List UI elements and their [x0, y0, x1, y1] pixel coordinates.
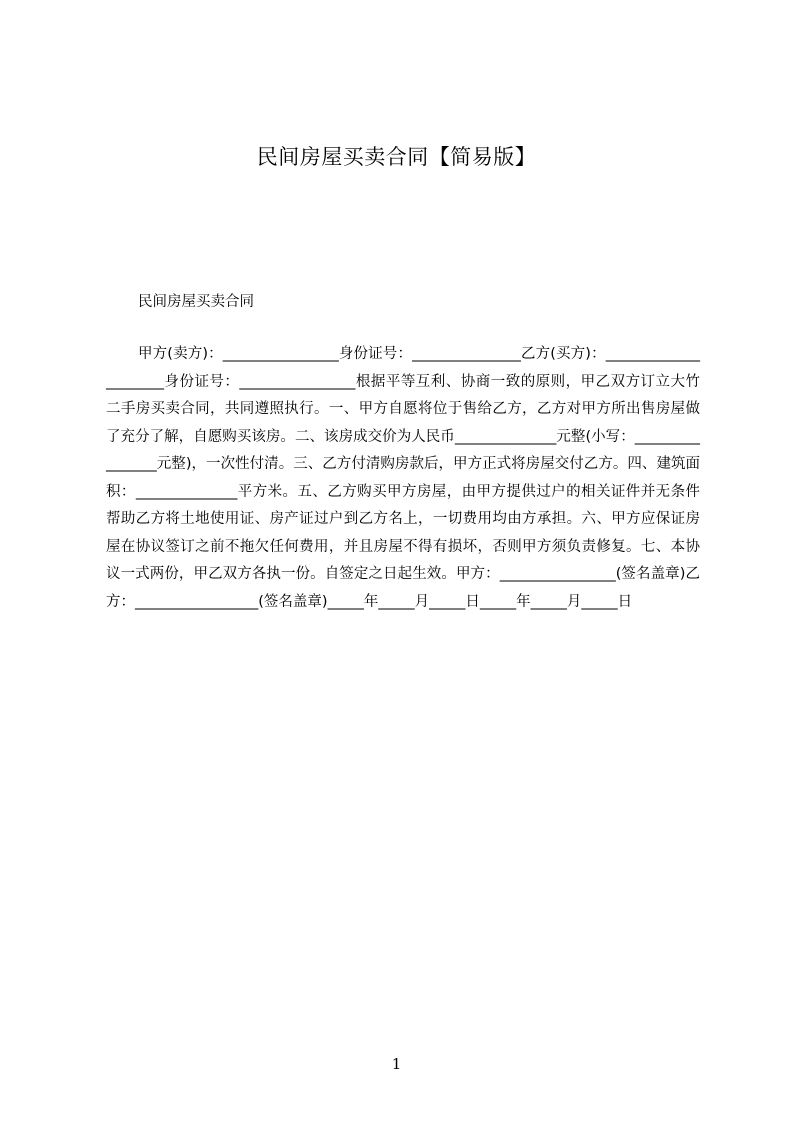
page-number: 1	[391, 1055, 402, 1073]
contract-subtitle: 民间房屋买卖合同	[138, 294, 254, 310]
contract-body-paragraph: 甲方(卖方)：________________身份证号：_______________乙方(买方)：_____________________身份证号：________________根据平等互利、协商一致的原则，甲乙双方订立大竹二手房买卖合同，共同遵照执行。一、甲方自愿将位于售给乙方，乙方对甲方所出售房屋做了充分了解，自愿购买该房。二、该房成交价为人民币______________元整(小写：________________元整)，一次性付清。三、乙方付清购房款后，甲方正式将房屋交付乙方。四、建筑面积：______________平方米。五、乙方购买甲方房屋，由甲方提供过户的相关证件并无条件帮助乙方将土地使用证、房产证过户到乙方名上，一切费用均由方承担。六、甲方应保证房屋在协议签订之前不拖欠任何费用，并且房屋不得有损坏，否则甲方须负责修复。七、本协议一式两份，甲乙双方各执一份。自签定之日起生效。甲方：________________(签名盖章)乙方：_________________(签名盖章)_____年_____月_____日_____年_____月_____日	[106, 346, 700, 610]
document-title: 民间房屋买卖合同【简易版】	[256, 145, 537, 169]
